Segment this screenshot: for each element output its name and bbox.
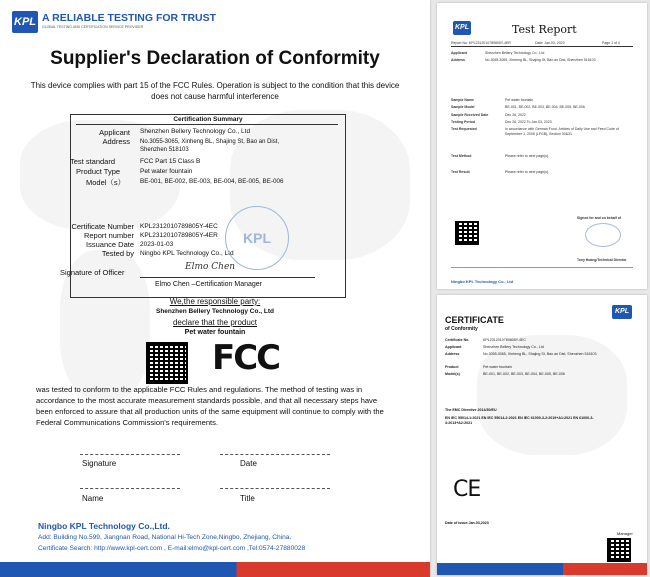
- sample-model-label: Sample Model: [451, 105, 475, 109]
- cert-row: Certificate No. KPL2312010789805Y-4EC: [445, 338, 527, 342]
- address-value-2: Shenzhen 518103: [140, 147, 189, 153]
- received-label: Sample Received Date: [451, 113, 489, 117]
- footer-contact: Certificate Search: http://www.kpl-cert.com , E-mail:elmo@kpl-cert.com ,Tel:0574-27880028: [38, 545, 306, 552]
- sample-model-value: BE-001, BE-002, BE-003, BE-004, BE-005, BE-006: [505, 105, 585, 109]
- certificate-number-value: KPL2312010789805Y-4EC: [140, 223, 218, 230]
- page-number: Page 1 of 4: [602, 41, 620, 45]
- model-value: BE-001, BE-002, BE-003, BE-004, BE-005, BE-006: [140, 178, 284, 185]
- report-number: Report No: KPL2312010789805Y-4ER: [451, 41, 511, 45]
- signature-line: [140, 277, 315, 278]
- test-requested-label: Test Requested: [451, 127, 477, 131]
- standard-value: FCC Part 15 Class B: [140, 158, 201, 165]
- test-requested-value: In accordance with German Food, Articles of Daily Use and Feed Code of September 1, 2005 (LFGB), Section 30&31.: [505, 127, 619, 136]
- address-label: Address: [451, 58, 466, 62]
- sample-name-value: Pet water fountain: [505, 98, 534, 102]
- qr-code-icon: [607, 538, 631, 562]
- divider: [451, 46, 633, 47]
- signature-label: Signature: [82, 459, 117, 468]
- standards-list: EN IEC 55014-1:2021 EN IEC 55014-2:2021 EN IEC 61000-3-2:2019+A1:2021 EN 61000-3-3:2013+A2:2021: [445, 416, 594, 425]
- report-date: Date: Jan.03, 2023: [535, 41, 565, 45]
- report-title: Test Report: [512, 23, 577, 36]
- applicant-label: Applicant: [99, 128, 130, 137]
- seal-stamp: [585, 223, 621, 247]
- brand-title: A RELIABLE TESTING FOR TRUST: [42, 12, 217, 24]
- directive-label: The EMC Directive 2014/30/EU: [445, 408, 497, 412]
- kpl-logo: KPL: [612, 305, 632, 319]
- cert-row: Product Pet water fountain: [445, 365, 512, 369]
- manager-label: Manager: [617, 531, 633, 536]
- summary-title: Certification Summary: [173, 116, 243, 123]
- officer-label: Signature of Officer: [60, 268, 125, 277]
- qr-code-icon: [455, 221, 479, 245]
- kpl-logo: KPL: [12, 11, 38, 33]
- report-number-value: KPL2312010789805Y-4ER: [140, 232, 218, 239]
- standard-label: Test standard: [70, 157, 116, 166]
- responsible-party-line: We,the responsible party:: [169, 297, 261, 306]
- product-name: Pet water fountain: [184, 329, 246, 336]
- footer-band: [0, 562, 430, 577]
- date-field-line: [220, 454, 330, 455]
- date-label: Date: [240, 459, 257, 468]
- test-method-value: Please refer to next page(s).: [505, 154, 550, 158]
- brand-subtitle: GLOBAL TESTING AND CERTIFICATION SERVICE PROVIDER: [42, 25, 144, 29]
- issue-date: Date of issue:Jan.03,2023: [445, 521, 489, 525]
- party-name: Shenzhen Bellery Technology Co., Ltd: [156, 308, 274, 315]
- test-method-label: Test Method: [451, 154, 472, 158]
- tested-by-label: Tested by: [101, 249, 134, 258]
- declaration-body: was tested to conform to the applicable FCC Rules and regulations. The method of testing was in accordance to the most accurate measurement standards possible, and that all necessary steps have been enforced to assure that all production units of the same equipment will continue to comply with the Federal Communications Commission's requirements.: [36, 385, 384, 427]
- cert-row: Address No.3055-3065, Xinheng BL, Shajing St, Bao an Dist, Shenzhen 518103: [445, 352, 597, 356]
- signature-field-line: [80, 454, 180, 455]
- signed-for-label: Signed for and on behalf of: [577, 216, 621, 220]
- address-value-1: No.3055-3065, Xinheng BL, Shajing St, Bao an Dist,: [140, 139, 280, 145]
- received-value: Dec 26, 2022: [505, 113, 526, 117]
- applicant-value: Shenzhen Bellery Technology Co., Ltd: [140, 128, 251, 135]
- kpl-logo: KPL: [453, 21, 471, 35]
- certificate-number-label: Certificate Number: [71, 222, 134, 231]
- fcc-logo: FCC: [212, 338, 280, 378]
- report-footer: Ningbo KPL Technology Co., Ltd: [451, 279, 514, 284]
- name-field-line: [80, 488, 180, 489]
- divider: [451, 267, 633, 268]
- applicant-value: Shenzhen Bellery Technology Co., Ltd: [485, 51, 545, 55]
- test-report-document: [437, 3, 647, 289]
- cert-row: Model(s) BE-001, BE-002, BE-003, BE-004, BE-005, BE-006: [445, 372, 565, 376]
- issuance-date-label: Issuance Date: [86, 240, 134, 249]
- certificate-subtitle: of Conformity: [445, 326, 478, 332]
- declare-line: declare that the product: [172, 318, 258, 327]
- certificate-title: CERTIFICATE: [445, 315, 504, 325]
- applicant-label: Applicant: [451, 51, 467, 55]
- report-number-label: Report number: [83, 231, 134, 240]
- model-label: Model（s）: [86, 178, 126, 187]
- officer-signature: Elmo Chen: [185, 262, 236, 272]
- page-title: Supplier's Declaration of Conformity: [50, 48, 380, 69]
- test-result-value: Please refer to next page(s).: [505, 170, 550, 174]
- footer-company: Ningbo KPL Technology Co.,Ltd.: [38, 521, 170, 531]
- title-field-line: [220, 488, 330, 489]
- intro-text: This device complies with part 15 of the FCC Rules. Operation is subject to the condition that this device does not cause harmful interference: [30, 81, 400, 101]
- ce-certificate-document: [437, 295, 647, 575]
- officer-name: Elmo Chen –Certification Manager: [155, 281, 262, 288]
- divider: [76, 124, 338, 125]
- product-label: Product Type: [76, 167, 121, 176]
- footer-address: Add: Building No.599, Jiangnan Road, National Hi-Tech Zone,Ningbo, Zhejiang, China.: [38, 534, 292, 541]
- testing-period-label: Testing Period: [451, 120, 476, 124]
- qr-code-icon: [146, 342, 188, 384]
- footer-band: [437, 563, 647, 575]
- issuance-date-value: 2023-01-03: [140, 241, 174, 248]
- sample-name-label: Sample Name: [451, 98, 474, 102]
- cert-row: Applicant Shenzhen Bellery Technology Co., Ltd: [445, 345, 544, 349]
- test-result-label: Test Result: [451, 170, 470, 174]
- signer-name: Tony Huang/Technical Director: [577, 258, 627, 262]
- product-value: Pet water fountain: [140, 168, 193, 175]
- title-label: Title: [240, 494, 255, 503]
- address-label: Address: [102, 137, 130, 146]
- testing-period-value: Dec 26, 2022 To Jan.03, 2023: [505, 120, 552, 124]
- tested-by-value: Ningbo KPL Technology Co., Ltd: [140, 250, 234, 257]
- address-value: No.3055-3065, Xinheng BL, Shajing St, Bao an Dist, Shenzhen 518103: [485, 58, 596, 62]
- ce-mark: CE: [453, 477, 481, 502]
- name-label: Name: [82, 494, 104, 503]
- kpl-seal-stamp: KPL: [225, 206, 289, 270]
